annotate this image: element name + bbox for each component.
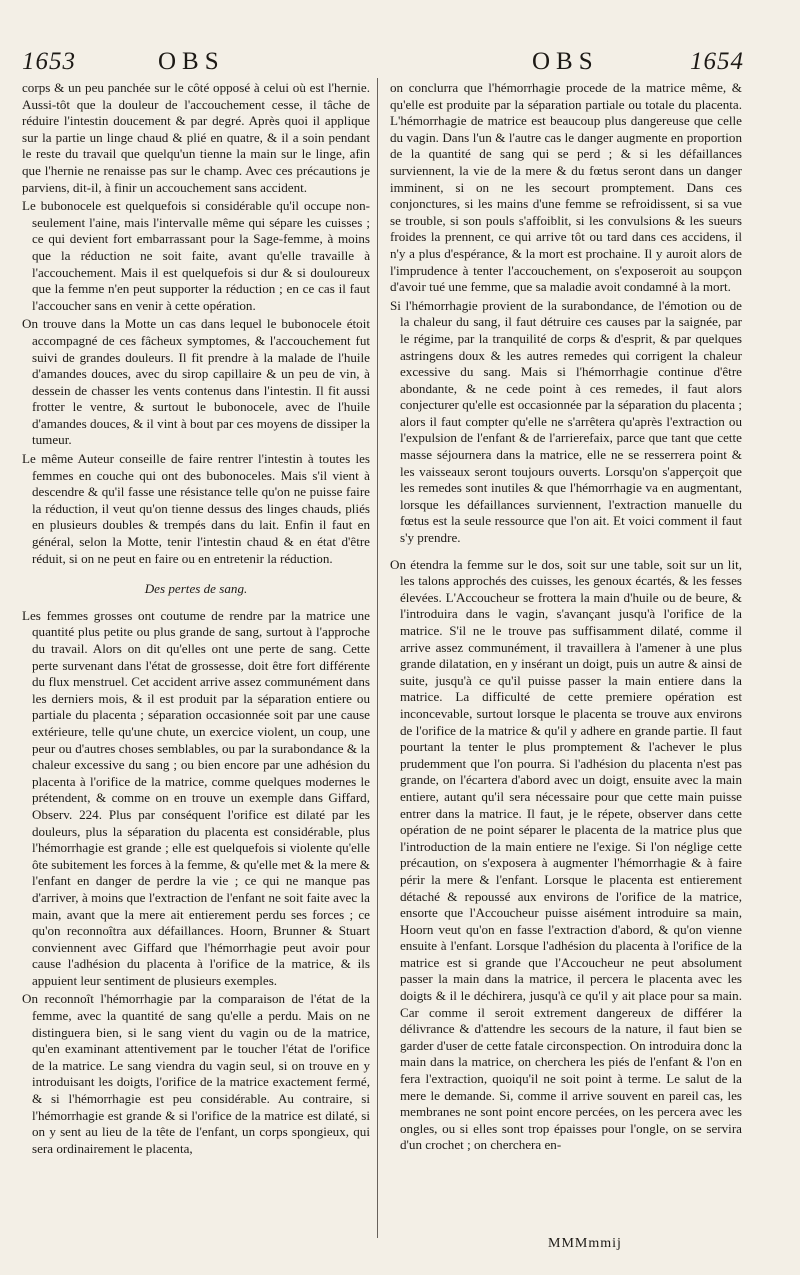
paragraph: Les femmes grosses ont coutume de rendre par la matrice une quantité plus petite ou plus grande de sang, surtout à l'approche du travail. Alors on dit qu'elles ont une perte de sang. Cette perte survenant dans l'état de grossesse, doit être fort différente du flux menstruel. Cet accident arrive assez communément dans les derniers mois, & il est produit par la séparation entiere ou partiale du placenta ; séparation occasionnée soit par une cause extérieure, telle qu'une chute, un exercice violent, un coup, une peur ou d'autres choses semblables, ou par la surabondance & la chaleur excessive du sang ; ou bien encore par une adhésion du placenta à l'orifice de la matrice, comme quelques modernes le prétendent, & comme on en trouve un exemple dans Giffard, Observ. 224. Plus par conséquent l'orifice est dilaté par les douleurs, plus la séparation du placenta est considérable, plus l'hémorrhagie est grande ; elle est quelquefois si violente qu'elle ôte subitement les forces à la femme, & qu'elle met & la mere & l'enfant en danger de perdre la vie ; ce qui ne manque pas d'arriver, à moins que l'extraction de l'enfant ne soit faite avec la main, avant que la mere ait entierement perdu ses forces ; ce qu'on reconnoîtra aux défaillances. Hoorn, Brunner & Stuart conviennent avec Giffard que l'hémorrhagie peut avoir pour cause l'adhésion du placenta à l'orifice de la matrice, & ils appuient leur sentiment de plusieurs exemples. bbox=[22, 607, 370, 988]
paragraph: corps & un peu panchée sur le côté opposé à celui où est l'hernie. Aussi-tôt que la douleur de l'accouchement cesse, il tâche de réduire l'intestin doucement & par degré. Après quoi il applique sur la partie un linge chaud & plié en quatre, & il a soin pendant le reste du travail que quelqu'un tienne la main sur le linge, afin que l'hernie ne renaisse pas sur le champ. Avec ces précautions je parviens, dit-il, à finir un accouchement sans accident. bbox=[22, 80, 370, 195]
paragraph: Le même Auteur conseille de faire rentrer l'intestin à toutes les femmes en couche qui ont des bubonoceles. Mais s'il vient à descendre & qu'il fasse une résistance telle qu'on ne puisse faire la réduction, il veut qu'on tienne dessus des linges chauds, pliés en plusieurs doubles & trempés dans du lait. Enfin il faut en général, selon la Motte, tenir l'intestin chaud & en état d'être réduit, si on ne peut en faire ou en entretenir la réduction. bbox=[22, 451, 370, 566]
right-running-title: OBS bbox=[532, 48, 599, 75]
paragraph: Si l'hémorrhagie provient de la surabondance, de l'émotion ou de la chaleur du sang, il faut détruire ces causes par la saignée, par le régime, par la tranquilité de corps & d'esprit, & par quelques astringens doux & les autres remedes qui corrigent la chaleur excessive du sang. Mais si l'hémorrhagie continue d'être abondante, & ne cede point à ces remedes, il faut alors conjecturer qu'elle est occasionnée par la séparation du placenta ; alors il faut compter qu'elle ne s'arrêtera qu'après l'extraction ou l'expulsion de l'enfant & de l'arrierefaix, parce que tant que cette masse séjournera dans la matrice, elle ne se resserrera point & les vaisseaux seront toujours ouverts. Lorsqu'on s'apperçoit que les remedes sont inutiles & que l'hémorrhagie va en augmentant, lorsque les défaillances surviennent, l'extraction manuelle du fœtus est la seule ressource que l'on ait. Et voici comment il faut s'y prendre. bbox=[390, 297, 742, 546]
paragraph: on conclurra que l'hémorrhagie procede de la matrice même, & qu'elle est produite par la séparation partiale ou totale du placenta. L'hémorrhagie de matrice est beaucoup plus dangereuse que celle du vagin. Dans l'un & l'autre cas le danger augmente en proportion de la quantité de sang qui se perd ; & si les défaillances surviennent, la vie de la mere & du fœtus seront dans un danger imminent, si on ne les secourt promptement. Dans ces conjonctures, si les mains d'une femme se refroidissent, si sa vue se trouble, si son pouls s'affoiblit, si les convulsions & les sueurs froides la prennent, ce qui arrive tôt ou tard dans ces accidens, il n'y a plus d'espérance, & la mort est prochaine. Il y auroit alors de l'imprudence à tenter l'accouchement, on s'exposeroit au soupçon d'avoir tué une femme, que sa maladie avoit condamné à la mort. bbox=[390, 80, 742, 295]
paragraph: On trouve dans la Motte un cas dans lequel le bubonocele étoit accompagné de ces fâcheux symptomes, & l'accouchement fut suivi de grandes douleurs. Il fit prendre à la malade de l'huile d'amandes douces, avec du sirop capillaire & un peu de vin, à dessein de chasser les vents contenus dans l'intestin. Il fit aussi frotter le ventre, & surtout le bubonocele, avec de l'huile d'amandes douces, & il vint à bout par ces moyens de dissiper la tumeur. bbox=[22, 316, 370, 448]
signature-mark: MMMmmij bbox=[548, 1236, 622, 1251]
column-divider bbox=[377, 78, 378, 1238]
right-column bbox=[390, 78, 742, 1154]
right-page-number: 1654 bbox=[690, 48, 744, 75]
section-heading: Des pertes de sang. bbox=[144, 581, 248, 597]
left-page-number: 1653 bbox=[22, 48, 76, 75]
paragraph: Le bubonocele est quelquefois si considérable qu'il occupe non-seulement l'aine, mais l'intervalle même qui sépare les cuisses ; ce qui devient fort embarrassant pour la Sage-femme, à moins que la réduction ne soit faite, avant qu'elle travaille à l'accouchement. Mais il est quelquefois si dur & si douloureux que la femme n'en peut supporter la réduction ; en ce cas il faut l'accoucher sans en venir à cette opération. bbox=[22, 198, 370, 313]
paragraph: On étendra la femme sur le dos, soit sur une table, soit sur un lit, les talons approchés des cuisses, les genoux écartés, & les fesses élevées. L'Accoucheur se frottera la main d'huile ou de beure, & l'introduira dans le vagin, s'avançant jusqu'à l'orifice de la matrice. S'il ne le trouve pas suffisamment dilaté, comme il arrive assez communément, il travaillera à l'amener à une plus grande dilatation, en y insérant un doigt, puis un autre & ainsi de suite, jusqu'à ce qu'il puisse passer la main entiere dans la matrice. La difficulté de cette premiere opération est inconcevable, surtout lorsque le placenta se trouve aux environs de l'orifice de la matrice & qu'il y adhere en grande partie. Il faut pourtant la tenter le plus promptement & l'achever le plus prudemment que l'on pourra. Si l'adhésion du placenta n'est pas grande, on l'écartera d'abord avec un doigt, ensuite avec la main entiere, autant qu'il sera nécessaire pour que cette main puisse entrer dans la matrice. Il faut, je le répete, observer dans cette opération de ne point séparer le placenta de la matrice plus que l'introduction de la main entiere ne l'exige. Si l'on néglige cette précaution, on s'exposera à augmenter l'hémorrhagie & à faire périr la mere & l'enfant. Lorsque le placenta est entierement détaché & repoussé aux environs de l'orifice de la matrice, ensorte que l'Accoucheur puisse aisément introduire sa main, Hoorn veut qu'on en fasse l'extraction d'abord, & qu'on vienne ensuite à l'enfant. Lorsque l'adhésion du placenta à l'orifice de la matrice est si grande que l'Accoucheur ne peut absolument passer la main dans la matrice, il percera le placenta avec les doigts & il le déchirera, jusqu'à ce qu'il y ait place pour sa main. Car comme il seroit extrement dangereux de différer la délivrance & d'attendre les secours de la nature, il faut bien se garder d'user de cette fatale circonspection. On introduira donc la main dans la matrice, on cherchera les piés de l'enfant & l'on en fera l'extraction, quoiqu'il ne soit point à terme. Le salut de la mere le demande. Si, comme il arrive souvent en pareil cas, les membranes ne sont point encore percées, on les percera avec les ongles, ou si elles sont trop épaisses pour l'ongle, on se servira d'un crochet ; on cherchera en- bbox=[390, 556, 742, 1153]
left-running-title: OBS bbox=[158, 48, 225, 75]
paragraph: On reconnoît l'hémorrhagie par la comparaison de l'état de la femme, avec la quantité de sang qu'elle a perdu. Mais on ne distinguera bien, si le sang vient du vagin ou de la matrice, qu'en examinant attentivement par le toucher l'état de l'orifice de la matrice. Le sang viendra du vagin seul, si on trouve en y introduisant les doigts, l'orifice de la matrice exactement fermé, & si l'hémorrhagie est peu considérable. Au contraire, si l'hémorrhagie est grande & si l'orifice de la matrice est dilaté, si on y sent au lieu de la tête de l'enfant, un corps spongieux, qui sera ordinairement le placenta, bbox=[22, 991, 370, 1156]
left-column bbox=[22, 78, 370, 1157]
